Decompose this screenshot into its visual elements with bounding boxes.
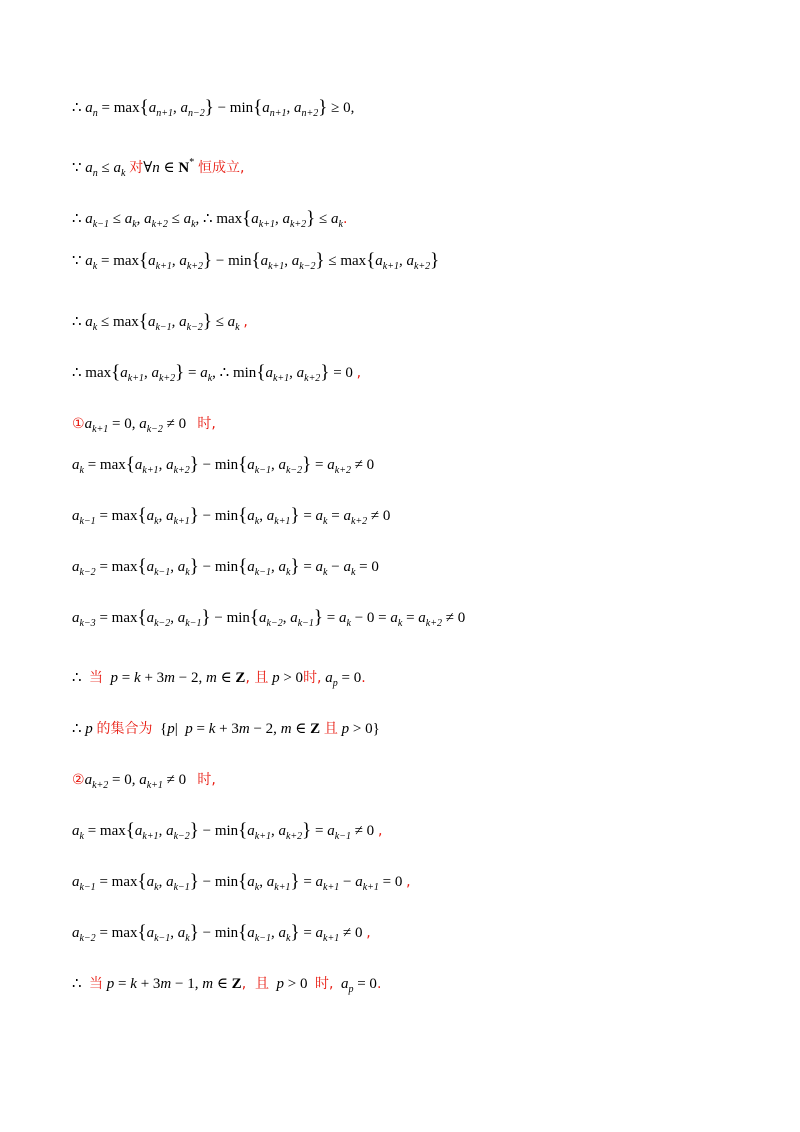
- proof-line-13: ∴ p 的集合为 {p| p = k + 3m − 2, m ∈ Z 且 p > 0}: [72, 721, 380, 737]
- proof-line-1: ∴ $a_n = \max\{a_{n+1}$, $a_{n-2}\} - \min\{a_{n+1}$, $a_{n+2}\} \ge 0$,: [72, 97, 355, 119]
- proof-line-9: $a_{k-1} = \max\{a_k$, $a_{k+1}\} - \min\{a_k$, $a_{k+1}\} = a_k = a_{k+2} \ne 0$: [72, 505, 391, 527]
- proof-line-3: ∴ $a_{k-1} \le a_k$, $a_{k+2} \le a_k$, ∴ $\max\{a_{k+1}$, $a_{k+2}\} \le a_k$.: [72, 208, 348, 230]
- proof-line-4: ∵ $a_k = \max\{a_{k+1}$, $a_{k+2}\} - \min\{a_{k+1}$, $a_{k-2}\} \le \max\{a_{k+1}$, $a_{k+2}$}: [72, 250, 440, 272]
- proof-line-5: ∴ $a_k \le \max\{a_{k-1}$, $a_{k-2}\} \le a_k$ ,: [72, 311, 248, 333]
- proof-line-14: $②a_{k+2} = 0$, $a_{k+1} \ne 0$ 时,: [72, 772, 216, 791]
- proof-line-6: ∴ $\max\{a_{k+1}$, $a_{k+2}\} = a_k$, ∴ $\min\{a_{k+1}$, $a_{k+2}\} = 0$ ,: [72, 362, 362, 384]
- proof-line-17: $a_{k-2} = \max\{a_{k-1}$, $a_k\} - \min\{a_{k-1}$, $a_k\} = a_{k+1} \ne 0$ ,: [72, 922, 371, 944]
- proof-line-7: $①a_{k+1} = 0$, $a_{k-2} \ne 0$ 时,: [72, 416, 216, 435]
- proof-line-18: ∴ 当 p = k + 3m − 1, m ∈ Z, 且 p > 0 时, $a_p = 0$.: [72, 976, 382, 995]
- proof-line-10: $a_{k-2} = \max\{a_{k-1}$, $a_k\} - \min\{a_{k-1}$, $a_k\} = a_k - a_k = 0$: [72, 556, 379, 578]
- proof-line-12: ∴ 当 p = k + 3m − 2, m ∈ Z, 且 p > 0时, $a_p = 0$.: [72, 670, 366, 689]
- proof-line-16: $a_{k-1} = \max\{a_k$, $a_{k-1}\} - \min\{a_k$, $a_{k+1}\} = a_{k+1} - a_{k+1} = 0$ ,: [72, 871, 411, 893]
- proof-line-11: $a_{k-3} = \max\{a_{k-2}$, $a_{k-1}\} - \min\{a_{k-2}$, $a_{k-1}\} = a_k - 0 = a_k = a_{k+2} \ne 0$: [72, 607, 466, 629]
- proof-line-15: $a_k = \max\{a_{k+1}$, $a_{k-2}\} - \min\{a_{k+1}$, $a_{k+2}\} = a_{k-1} \ne 0$ ,: [72, 820, 383, 842]
- proof-line-2: ∵ $a_n \le a_k$ 对∀n ∈ N* 恒成立,: [72, 157, 245, 179]
- proof-line-8: $a_k = \max\{a_{k+1}$, $a_{k+2}\} - \min\{a_{k-1}$, $a_{k-2}\} = a_{k+2} \ne 0$: [72, 454, 375, 476]
